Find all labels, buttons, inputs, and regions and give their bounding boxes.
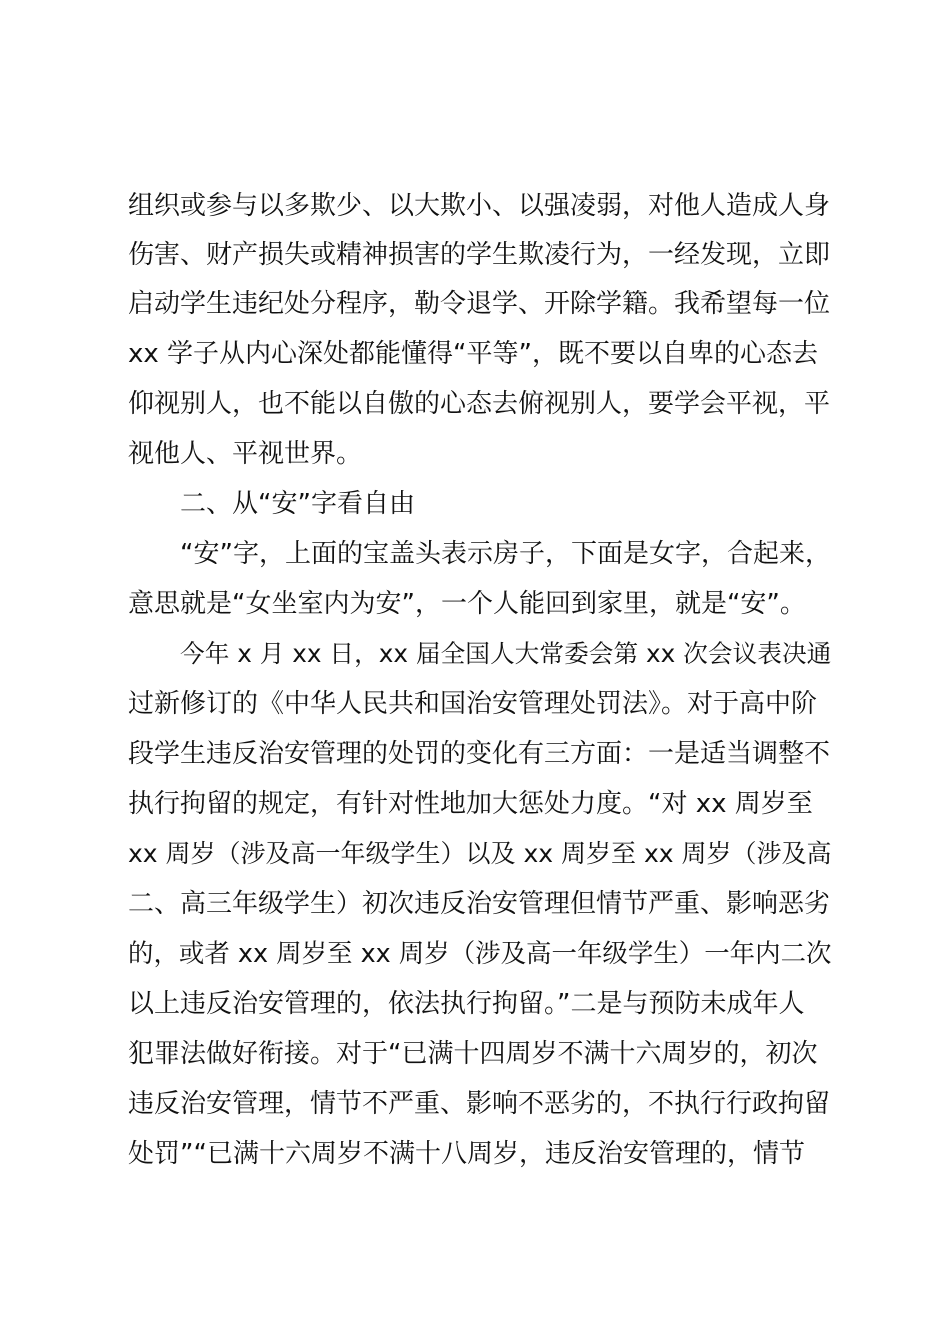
paragraph-line: 的，或者 xx 周岁至 xx 周岁（涉及高一年级学生）一年内二次 bbox=[128, 939, 832, 969]
paragraph-line: 视他人、平视世界。 bbox=[128, 439, 363, 469]
paragraph-line: 以上违反治安管理的，依法执行拘留。”二是与预防未成年人 bbox=[128, 989, 805, 1019]
paragraph-line: 处罚”“已满十六周岁不满十八周岁，违反治安管理的，情节 bbox=[128, 1139, 805, 1169]
paragraph-line: xx 周岁（涉及高一年级学生）以及 xx 周岁至 xx 周岁（涉及高 bbox=[128, 839, 832, 868]
paragraph-line: 段学生违反治安管理的处罚的变化有三方面：一是适当调整不 bbox=[128, 739, 831, 769]
paragraph-line: 二、高三年级学生）初次违反治安管理但情节严重、影响恶劣 bbox=[128, 889, 831, 919]
paragraph-line: 意思就是“女坐室内为安”，一个人能回到家里，就是“安”。 bbox=[128, 589, 806, 619]
paragraph-line: “安”字，上面的宝盖头表示房子，下面是女字，合起来， bbox=[180, 539, 831, 569]
paragraph-line: 执行拘留的规定，有针对性地加大惩处力度。“对 xx 周岁至 bbox=[128, 789, 813, 819]
paragraph-line: 组织或参与以多欺少、以大欺小、以强凌弱，对他人造成人身 bbox=[128, 191, 831, 221]
paragraph-line: 过新修订的《中华人民共和国治安管理处罚法》。对于高中阶 bbox=[128, 689, 818, 719]
section-heading: 二、从“安”字看自由 bbox=[180, 489, 415, 519]
paragraph-line: 伤害、财产损失或精神损害的学生欺凌行为，一经发现，立即 bbox=[128, 240, 831, 270]
paragraph-line: 仰视别人，也不能以自傲的心态去俯视别人，要学会平视，平 bbox=[128, 389, 831, 419]
paragraph-line: xx 学子从内心深处都能懂得“平等”，既不要以自卑的心态去 bbox=[128, 339, 818, 369]
paragraph-line: 犯罪法做好衔接。对于“已满十四周岁不满十六周岁的，初次 bbox=[128, 1039, 818, 1069]
paragraph-line: 启动学生违纪处分程序，勒令退学、开除学籍。我希望每一位 bbox=[128, 289, 831, 319]
paragraph-line: 违反治安管理，情节不严重、影响不恶劣的，不执行行政拘留 bbox=[128, 1089, 831, 1119]
paragraph-line: 今年 x 月 xx 日，xx 届全国人大常委会第 xx 次会议表决通 bbox=[180, 639, 832, 668]
